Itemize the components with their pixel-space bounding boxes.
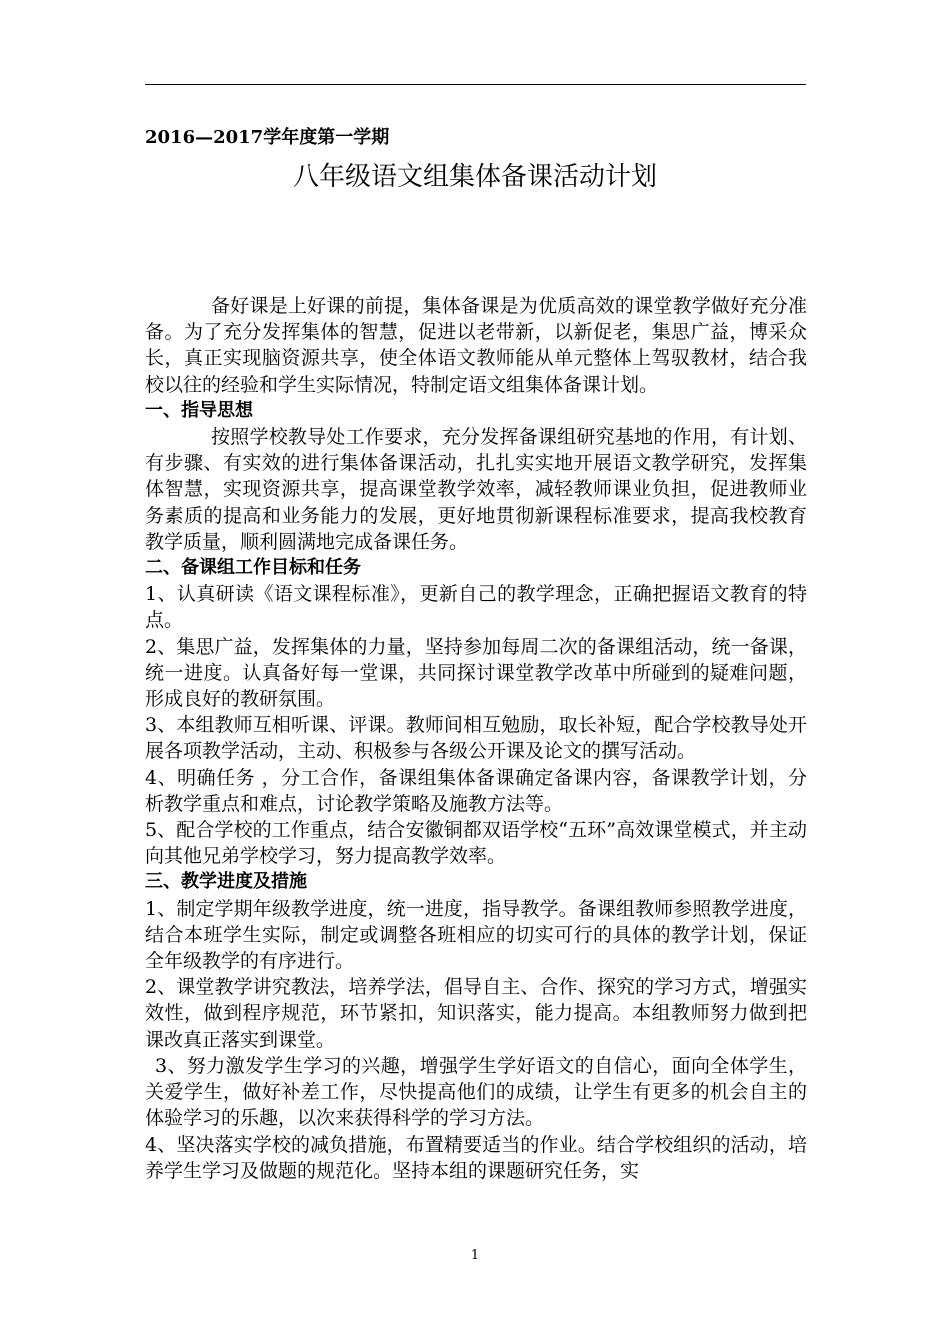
section-paragraph: 按照学校教导处工作要求，充分发挥备课组研究基地的作用，有计划、有步骤、有实效的进行集体备课活动，扎扎实实地开展语文教学研究，发挥集体智慧，实现资源共享，提高课堂教学效率，减轻教师课业负担，促进教师业务素质的提高和业务能力的发展，更好地贯彻新课程标准要求，提高我校教育教学质量，顺利圆满地完成备课任务。 [145,426,807,553]
section-paragraph: 2、课堂教学讲究教法，培养学法，倡导自主、合作、探究的学习方式，增强实效性，做到程序规范，环节紧扣，知识落实，能力提高。本组教师努力做到把课改真正落实到课堂。 [145,976,807,1051]
section-paragraph: 5、配合学校的工作重点，结合安徽铜都双语学校“五环”高效课堂模式，并主动向其他兄弟学校学习，努力提高教学效率。 [145,819,807,868]
section-paragraph: 3、努力激发学生学习的兴趣，增强学生学好语文的自信心，面向全体学生，关爱学生，做好补差工作，尽快提高他们的成绩，让学生有更多的机会自主的体验学习的乐趣，以次来获得科学的学习方法。 [145,1054,807,1130]
section-paragraph: 1、认真研读《语文课程标准》，更新自己的教学理念，正确把握语文教育的特点。 [145,583,807,632]
section-paragraph: 2、集思广益，发挥集体的力量，坚持参加每周二次的备课组活动，统一备课，统一进度。认真备好每一堂课，共同探讨课堂教学改革中所碰到的疑难问题，形成良好的教研氛围。 [145,635,807,711]
term-label: 2016—2017学年度第一学期 [145,127,390,148]
section-heading-progress-measures: 三、教学进度及措施 [145,871,307,893]
section-heading-goals-tasks: 二、备课组工作目标和任务 [145,557,361,579]
document-body [145,293,807,1184]
section-paragraph: 3、本组教师互相听课、评课。教师间相互勉励，取长补短，配合学校教导处开展各项教学活动，主动、积极参与各级公开课及论文的撰写活动。 [145,714,807,763]
section-paragraph: 1、制定学期年级教学进度，统一进度，指导教学。备课组教师参照教学进度，结合本班学生实际，制定或调整各班相应的切实可行的具体的教学计划，保证全年级教学的有序进行。 [145,897,807,973]
header-rule [145,84,806,85]
page-number: 1 [470,1248,480,1263]
page-title: 八年级语文组集体备课活动计划 [292,162,657,192]
intro-paragraph: 备好课是上好课的前提，集体备课是为优质高效的课堂教学做好充分准备。为了充分发挥集体的智慧，促进以老带新，以新促老，集思广益，博采众长，真正实现脑资源共享，使全体语文教师能从单元整体上驾驭教材，结合我校以往的经验和学生实际情况，特制定语文组集体备课计划。 [145,295,807,396]
section-heading-guiding-ideology: 一、指导思想 [145,399,253,421]
section-paragraph: 4、坚决落实学校的减负措施，布置精要适当的作业。结合学校组织的活动，培养学生学习及做题的规范化。坚持本组的课题研究任务，实 [145,1133,807,1182]
section-paragraph: 4、明确任务 ，分工合作，备课组集体备课确定备课内容，备课教学计划，分析教学重点和难点，讨论教学策略及施教方法等。 [145,766,807,815]
